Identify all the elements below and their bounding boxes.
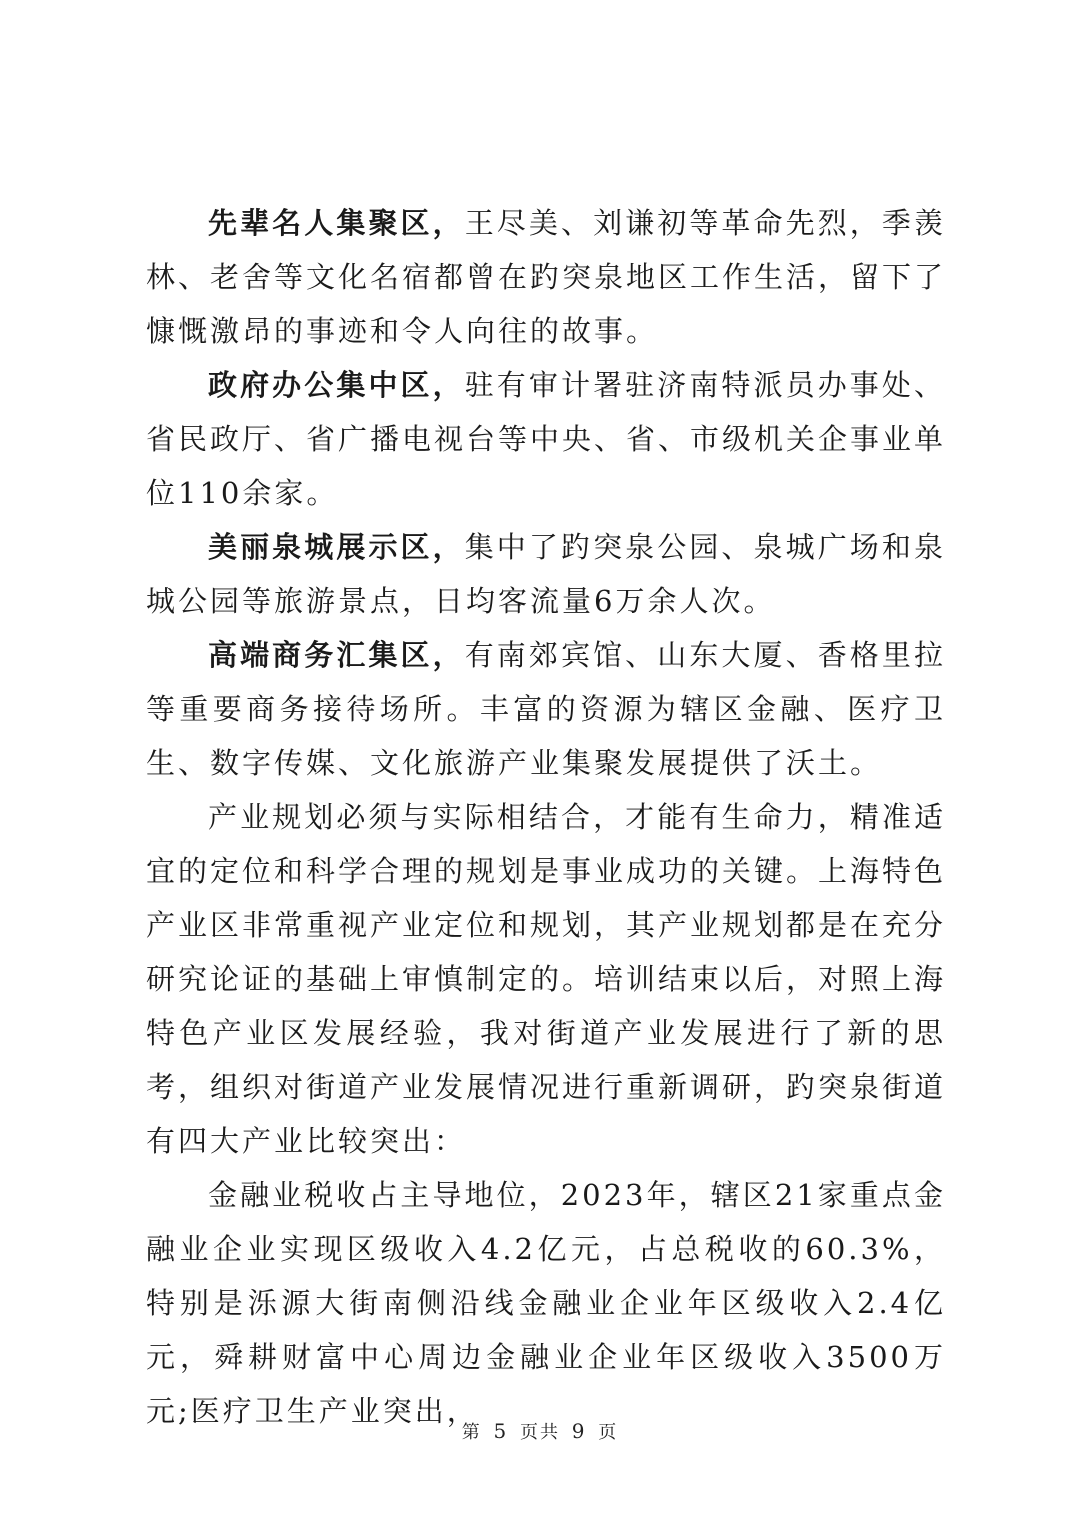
paragraph <box>146 358 946 520</box>
paragraph <box>146 196 946 358</box>
paragraph <box>146 520 946 628</box>
paragraph-text: 金融业税收占主导地位，2023年，辖区21家重点金融业企业实现区级收入4.2亿元，占总税收的60.3%，特别是泺源大街南侧沿线金融业企业年区级收入2.4亿元，舜耕财富中心周边金融业企业年区级收入3500万元;医疗卫生产业突出， <box>146 1178 946 1428</box>
paragraph-text: 王尽美、刘谦初等革命先烈，季羡林、老舍等文化名宿都曾在趵突泉地区工作生活，留下了慷慨激昂的事迹和令人向往的故事。 <box>146 206 947 348</box>
paragraph-heading: 先辈名人集聚区， <box>208 206 465 240</box>
paragraph-text: 产业规划必须与实际相结合，才能有生命力，精准适宜的定位和科学合理的规划是事业成功的关键。上海特色产业区非常重视产业定位和规划，其产业规划都是在充分研究论证的基础上审慎制定的。培训结束以后，对照上海特色产业区发展经验，我对街道产业发展进行了新的思考，组织对街道产业发展情况进行重新调研，趵突泉街道有四大产业比较突出： <box>146 800 947 1158</box>
paragraph-text: 有南郊宾馆、山东大厦、香格里拉等重要商务接待场所。丰富的资源为辖区金融、医疗卫生、数字传媒、文化旅游产业集聚发展提供了沃土。 <box>146 638 946 780</box>
paragraph-heading: 美丽泉城展示区， <box>208 530 465 564</box>
paragraph-text: 驻有审计署驻济南特派员办事处、省民政厅、省广播电视台等中央、省、市级机关企事业单位110余家。 <box>146 368 947 510</box>
footer-suffix: 页 <box>598 1422 619 1443</box>
page-footer <box>0 1418 1080 1444</box>
document-body <box>146 196 946 1438</box>
paragraph-heading: 高端商务汇集区， <box>208 638 465 672</box>
paragraph <box>146 790 946 1168</box>
footer-prefix: 第 <box>461 1422 482 1443</box>
current-page-number: 5 <box>493 1419 509 1443</box>
paragraph-heading: 政府办公集中区， <box>208 368 465 402</box>
total-page-number: 9 <box>571 1419 587 1443</box>
footer-middle: 页共 <box>520 1422 560 1443</box>
paragraph-text: 集中了趵突泉公园、泉城广场和泉城公园等旅游景点，日均客流量6万余人次。 <box>146 530 946 618</box>
paragraph <box>146 1168 946 1438</box>
paragraph <box>146 628 946 790</box>
